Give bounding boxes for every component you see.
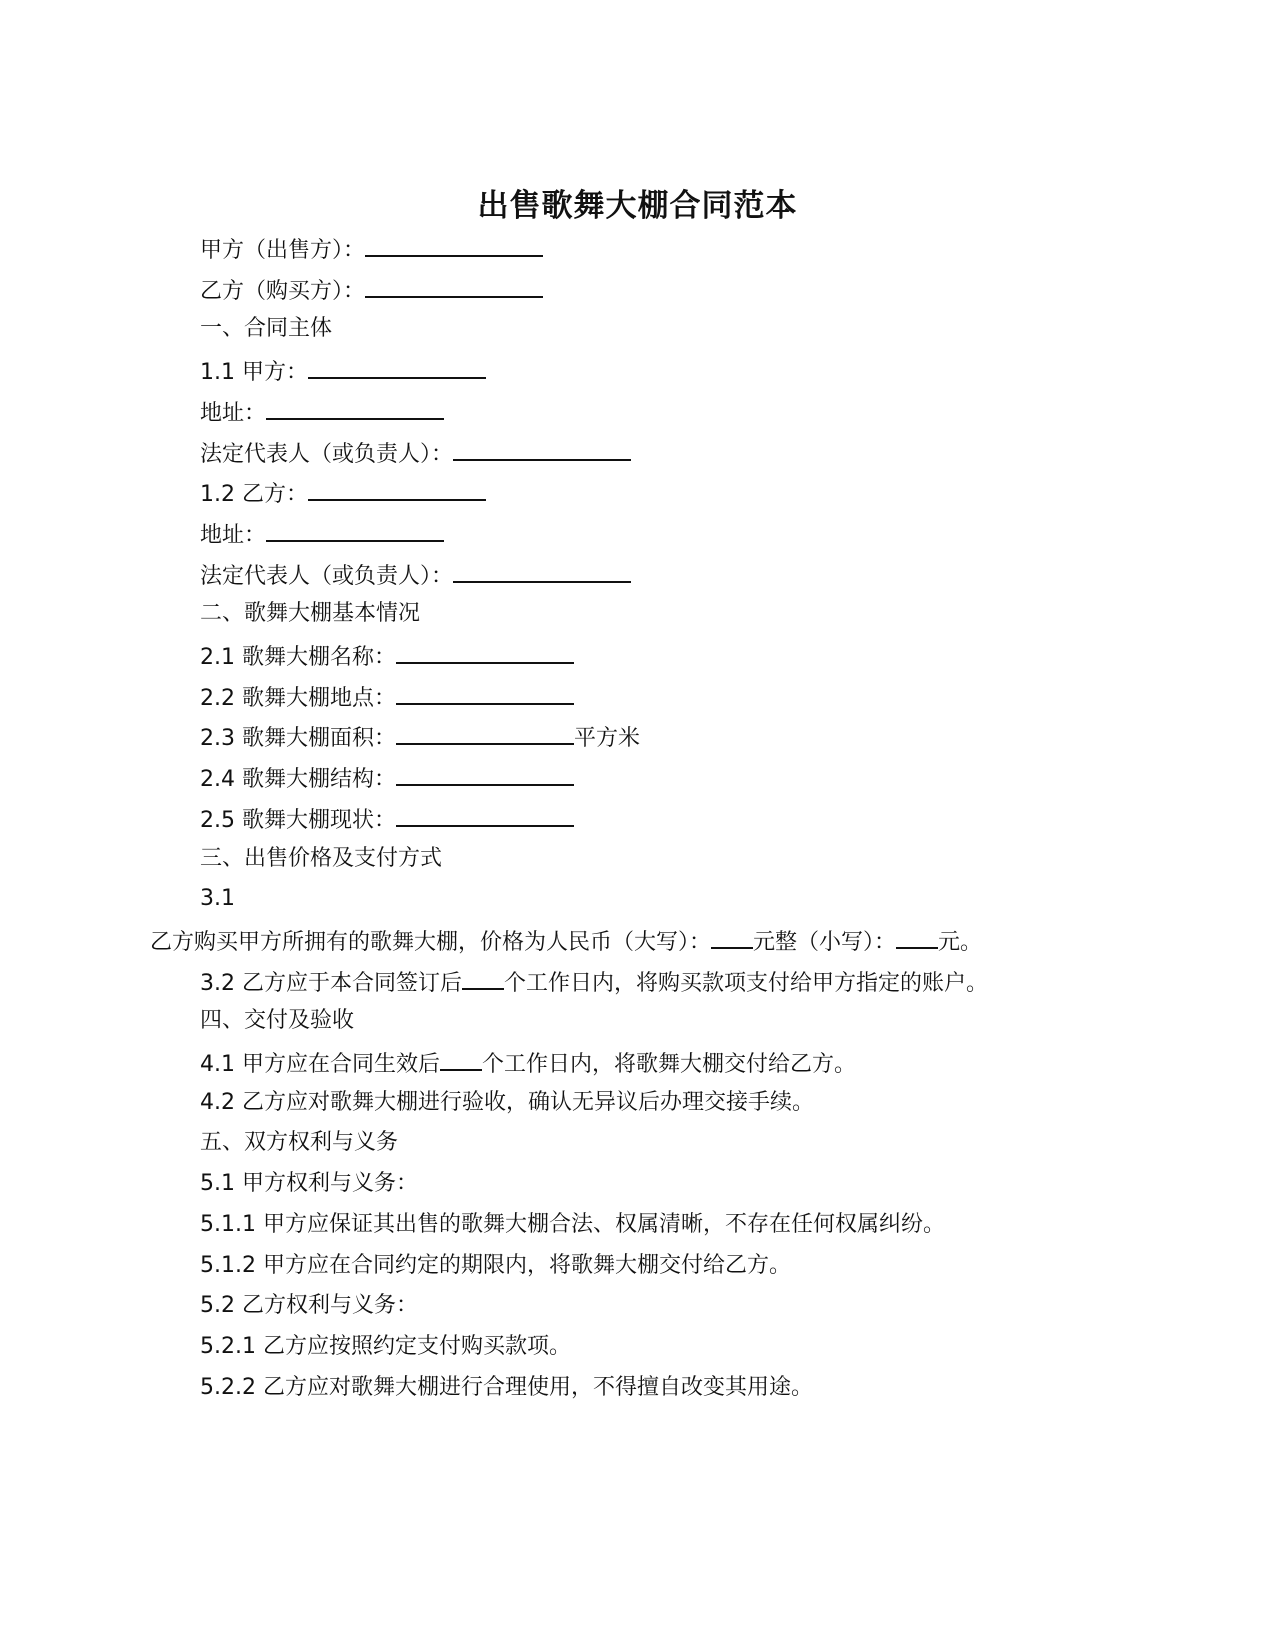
fill-blank[interactable] [396,681,574,705]
line-text: 2.2 歌舞大棚地点： [200,685,396,711]
line-text: 2.1 歌舞大棚名称： [200,645,396,670]
document-title: 出售歌舞大棚合同范本 [477,188,798,224]
line-text: 2.3 歌舞大棚面积： [200,726,396,752]
document-line [200,233,543,266]
fill-blank[interactable] [462,966,504,990]
document-line [200,1373,813,1403]
fill-blank[interactable] [308,355,486,379]
document-line [200,396,444,429]
document-line [200,1128,398,1158]
line-text: 个工作日内，将购买款项支付给甲方指定的账户。 [503,970,988,996]
document-line [200,1047,856,1080]
fill-blank[interactable] [396,803,574,827]
line-text: 二、歌舞大棚基本情况 [200,601,421,627]
fill-blank[interactable] [440,1047,482,1071]
document-line [200,762,574,795]
fill-blank[interactable] [396,721,574,745]
fill-blank[interactable] [711,925,753,949]
line-text: 5.2.2 乙方应对歌舞大棚进行合理使用，不得擅自改变其用途。 [200,1374,813,1400]
document-line [200,1251,791,1281]
document-line [200,1088,814,1118]
line-text: 1.2 乙方： [200,482,308,508]
line-text: 4.2 乙方应对歌舞大棚进行验收，确认无异议后办理交接手续。 [200,1089,814,1115]
line-text: 乙方（购买方）： [200,278,366,304]
fill-blank[interactable] [396,762,574,786]
fill-blank[interactable] [266,518,444,542]
document-line [200,681,574,714]
document-line [200,559,631,592]
document-line [200,599,420,629]
line-text: 地址： [200,522,267,548]
document-line [200,477,486,510]
line-text: 5.1.2 甲方应在合同约定的期限内，将歌舞大棚交付给乙方。 [200,1252,791,1278]
document-line [200,1210,945,1240]
line-text: 法定代表人（或负责人）： [200,441,454,467]
fill-blank[interactable] [266,396,444,420]
document-line [200,884,235,914]
document-line [200,966,988,999]
line-text: 四、交付及验收 [200,1008,355,1034]
fill-blank[interactable] [365,233,543,257]
line-text: 三、出售价格及支付方式 [200,845,443,871]
fill-blank[interactable] [396,640,574,664]
document-line [200,803,574,836]
line-text: 5.2 乙方权利与义务： [200,1293,418,1319]
document-line [200,721,640,754]
fill-blank[interactable] [896,925,938,949]
line-text: 个工作日内，将歌舞大棚交付给乙方。 [481,1052,856,1077]
document-line [200,355,486,388]
fill-blank[interactable] [453,437,631,461]
line-text: 平方米 [573,726,640,752]
line-text: 乙方购买甲方所拥有的歌舞大棚，价格为人民币（大写）： [150,929,712,955]
line-text: 甲方（出售方）： [200,238,366,263]
document-line [200,1332,571,1362]
line-text: 元整（小写）： [753,929,897,955]
line-text: 3.2 乙方应于本合同签订后 [200,970,462,996]
line-text: 2.5 歌舞大棚现状： [200,807,396,833]
document-line [200,314,332,344]
document-line [200,640,574,673]
line-text: 2.4 歌舞大棚结构： [200,767,396,793]
line-text: 5.2.1 乙方应按照约定支付购买款项。 [200,1333,571,1359]
line-text: 地址： [200,400,267,426]
price-line [150,925,982,958]
document-line [200,1291,418,1321]
document-line [200,1169,418,1199]
line-text: 5.1.1 甲方应保证其出售的歌舞大棚合法、权属清晰，不存在任何权属纠纷。 [200,1211,945,1237]
line-text: 元。 [938,929,983,955]
line-text: 法定代表人（或负责人）： [200,563,454,589]
line-text: 一、合同主体 [200,316,333,342]
fill-blank[interactable] [308,477,486,501]
fill-blank[interactable] [453,559,631,583]
line-text: 4.1 甲方应在合同生效后 [200,1052,440,1077]
line-text: 五、双方权利与义务 [200,1130,399,1156]
line-text: 3.1 [200,886,235,912]
line-text: 5.1 甲方权利与义务： [200,1171,418,1197]
document-line [200,844,442,874]
document-line [200,518,444,551]
fill-blank[interactable] [365,274,543,298]
document-line [200,1006,354,1036]
line-text: 1.1 甲方： [200,360,308,386]
document-line [200,437,631,470]
document-line [200,274,543,307]
